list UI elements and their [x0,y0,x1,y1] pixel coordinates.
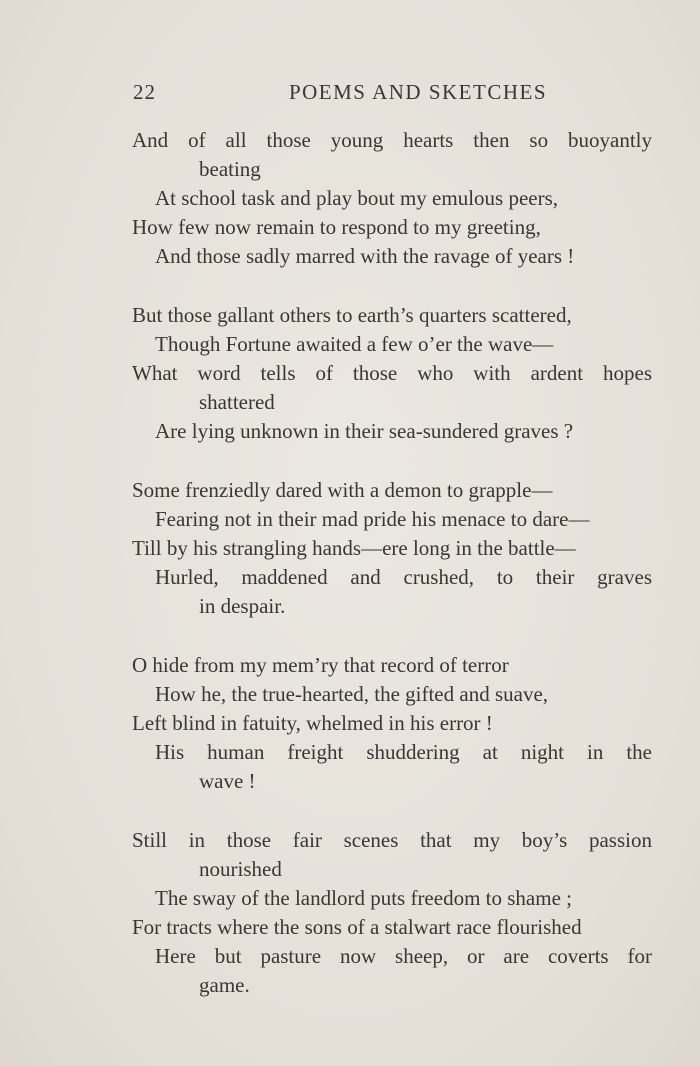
poem-line-continuation: shattered [199,390,275,414]
poem-line: Here but pasture now sheep, or are coverts for [155,944,652,968]
poem-line: Are lying unknown in their sea-sundered graves ? [155,419,574,443]
poem-line-continuation: beating [199,157,261,181]
poem-line-continuation: in despair. [199,594,286,618]
poem-line: Some frenziedly dared with a demon to grapple— [132,478,553,502]
poem-text [0,126,700,1030]
poem-line-continuation: game. [199,973,250,997]
stanza-2 [0,301,700,446]
stanza-3 [0,476,700,621]
poem-line: Hurled, maddened and crushed, to their graves [155,565,652,589]
poem-line: Still in those fair scenes that my boy’s passion [132,828,652,852]
poem-line-continuation: nourished [199,857,282,881]
running-head [133,80,547,110]
poem-line: O hide from my mem’ry that record of terror [132,653,509,677]
stanza-5 [0,826,700,1000]
poem-line: Though Fortune awaited a few o’er the wave— [155,332,554,356]
stanza-1 [0,126,700,271]
running-title: POEMS AND SKETCHES [288,80,547,104]
page-number: 22 [133,80,156,104]
poem-line: But those gallant others to earth’s quarters scattered, [132,303,572,327]
poem-line: And of all those young hearts then so buoyantly [132,128,652,152]
poem-line: For tracts where the sons of a stalwart race flourished [132,915,582,939]
poem-line: Fearing not in their mad pride his menace to dare— [155,507,590,531]
poem-line: His human freight shuddering at night in the [155,740,652,764]
poem-line: How few now remain to respond to my greeting, [132,215,541,239]
poem-line-continuation: wave ! [199,769,256,793]
poem-line: What word tells of those who with ardent hopes [132,361,652,385]
poem-line: How he, the true-hearted, the gifted and suave, [155,682,549,706]
poem-line: Left blind in fatuity, whelmed in his error ! [132,711,493,735]
stanza-4 [0,651,700,796]
poem-line: Till by his strangling hands—ere long in the battle— [132,536,576,560]
poem-line: The sway of the landlord puts freedom to shame ; [155,886,572,910]
poem-line: And those sadly marred with the ravage of years ! [155,244,575,268]
poem-line: At school task and play bout my emulous peers, [155,186,559,210]
